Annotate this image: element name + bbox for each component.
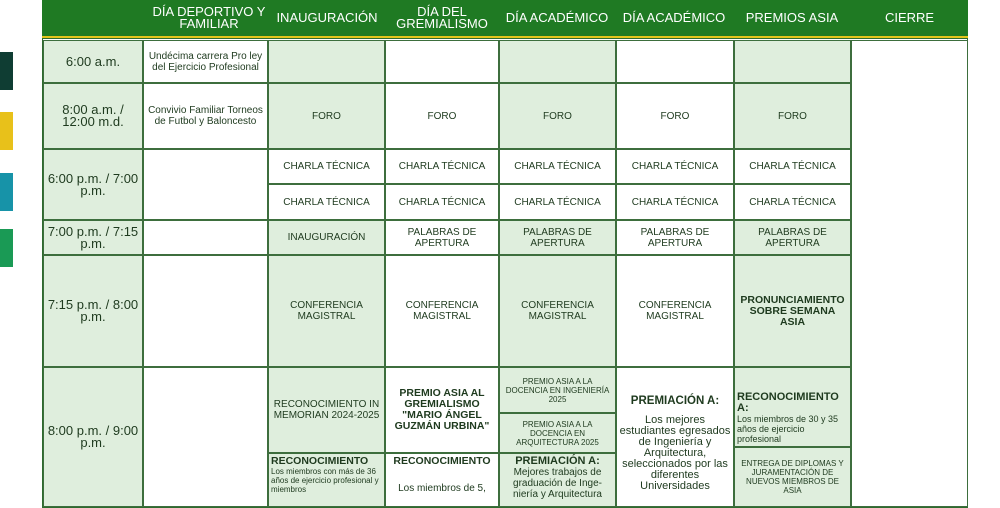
- event-cell-empty: [143, 220, 268, 255]
- event-cell: PALABRAS DE APERTURA: [616, 220, 734, 255]
- event-cell: FORO: [385, 83, 499, 149]
- time-cell: 7:15 p.m. / 8:00 p.m.: [43, 255, 143, 367]
- event-cell-empty: [851, 40, 968, 507]
- header-inauguracion: INAUGURACIÓN: [276, 10, 378, 25]
- event-cell: [268, 453, 385, 507]
- time-cell: 6:00 p.m. / 7:00 p.m.: [43, 149, 143, 220]
- event-cell: CONFERENCIA MAGISTRAL: [385, 255, 499, 367]
- event-cell-empty: [385, 40, 499, 83]
- event-cell-empty: [143, 149, 268, 220]
- event-cell: CHARLA TÉCNICA: [734, 149, 851, 184]
- event-cell: PREMIO ASIA AL GREMIALISMO "MARIO ÁNGEL GUZMÁN URBINA": [385, 367, 499, 453]
- event-cell: Undécima carrera Pro ley del Ejercicio Profesional: [143, 40, 268, 83]
- color-strip-2: [0, 112, 13, 150]
- schedule-header: [42, 0, 968, 39]
- event-cell: CONFERENCIA MAGISTRAL: [499, 255, 616, 367]
- header-day-sport: DÍA DEPORTIVO Y FAMILIAR: [152, 4, 266, 31]
- time-cell: 7:00 p.m. / 7:15 p.m.: [43, 220, 143, 255]
- header-premios: PREMIOS ASIA: [745, 10, 839, 25]
- color-strip-3: [0, 173, 13, 211]
- color-strip-1: [0, 52, 13, 90]
- event-cell: CHARLA TÉCNICA: [268, 149, 385, 184]
- event-cell: PREMIO ASIA A LA DOCENCIA EN INGENIERÍA 2025: [499, 367, 616, 413]
- event-text: Los miembros de 5,: [398, 483, 486, 494]
- event-cell: CHARLA TÉCNICA: [616, 184, 734, 220]
- event-title: PREMIACIÓN A:: [630, 395, 720, 407]
- event-text: Los miembros con más de 36 años de ejercicio profesional y miembros: [271, 467, 379, 494]
- event-text: Los miembros de 30 y 35 años de ejercicio profesional: [737, 414, 839, 444]
- header-academico-2: DÍA ACADÉMICO: [622, 10, 726, 25]
- event-text: Mejores trabajos de graduación de Inge- niería y Arquitectura: [513, 467, 602, 500]
- time-cell: 8:00 a.m. / 12:00 m.d.: [43, 83, 143, 149]
- event-cell: FORO: [499, 83, 616, 149]
- event-cell: RECONOCIMIENTO IN MEMORIAN 2024-2025: [268, 367, 385, 453]
- event-cell-empty: [734, 40, 851, 83]
- event-cell: CHARLA TÉCNICA: [268, 184, 385, 220]
- time-cell: 6:00 a.m.: [43, 40, 143, 83]
- event-cell: PALABRAS DE APERTURA: [499, 220, 616, 255]
- header-academico-1: DÍA ACADÉMICO: [505, 10, 609, 25]
- event-cell: FORO: [616, 83, 734, 149]
- event-cell-empty: [499, 40, 616, 83]
- event-title: PREMIACIÓN A:: [515, 455, 600, 467]
- event-cell: CHARLA TÉCNICA: [499, 149, 616, 184]
- event-cell: [616, 367, 734, 507]
- event-cell-empty: [143, 367, 268, 507]
- event-cell: PALABRAS DE APERTURA: [385, 220, 499, 255]
- header-cierre: CIERRE: [884, 10, 935, 25]
- event-cell: FORO: [734, 83, 851, 149]
- event-cell: INAUGURACIÓN: [268, 220, 385, 255]
- event-cell: Convivio Familiar Torneos de Futbol y Baloncesto: [143, 83, 268, 149]
- color-strip-4: [0, 229, 13, 267]
- event-text: Los mejores estudiantes egresados de Ingeniería y Arquitectura, seleccionados por las diferentes Universidades: [619, 414, 731, 492]
- event-cell: CHARLA TÉCNICA: [499, 184, 616, 220]
- event-cell: CHARLA TÉCNICA: [385, 184, 499, 220]
- event-cell: [499, 453, 616, 507]
- event-cell: ENTREGA DE DIPLOMAS Y JURAMENTACIÓN DE NUEVOS MIEMBROS DE ASIA: [734, 447, 851, 507]
- event-title: RECONOCIMIENTO A:: [737, 391, 839, 414]
- time-cell: 8:00 p.m. / 9:00 p.m.: [43, 367, 143, 507]
- event-title: RECONOCIMIENTO: [271, 455, 369, 467]
- event-cell-empty: [616, 40, 734, 83]
- event-cell: PRONUNCIAMIENTO SOBRE SEMANA ASIA: [734, 255, 851, 367]
- event-cell: [734, 367, 851, 447]
- event-cell: CONFERENCIA MAGISTRAL: [268, 255, 385, 367]
- event-cell-empty: [268, 40, 385, 83]
- event-cell: CHARLA TÉCNICA: [734, 184, 851, 220]
- event-cell: PREMIO ASIA A LA DOCENCIA EN ARQUITECTURA 2025: [499, 413, 616, 453]
- header-gremialismo: DÍA DEL GREMIALISMO: [396, 4, 488, 31]
- event-cell: PALABRAS DE APERTURA: [734, 220, 851, 255]
- event-cell: CONFERENCIA MAGISTRAL: [616, 255, 734, 367]
- event-cell: FORO: [268, 83, 385, 149]
- event-cell: [385, 453, 499, 507]
- event-cell: CHARLA TÉCNICA: [385, 149, 499, 184]
- event-cell-empty: [143, 255, 268, 367]
- event-cell: CHARLA TÉCNICA: [616, 149, 734, 184]
- event-title: RECONOCIMIENTO: [393, 455, 491, 467]
